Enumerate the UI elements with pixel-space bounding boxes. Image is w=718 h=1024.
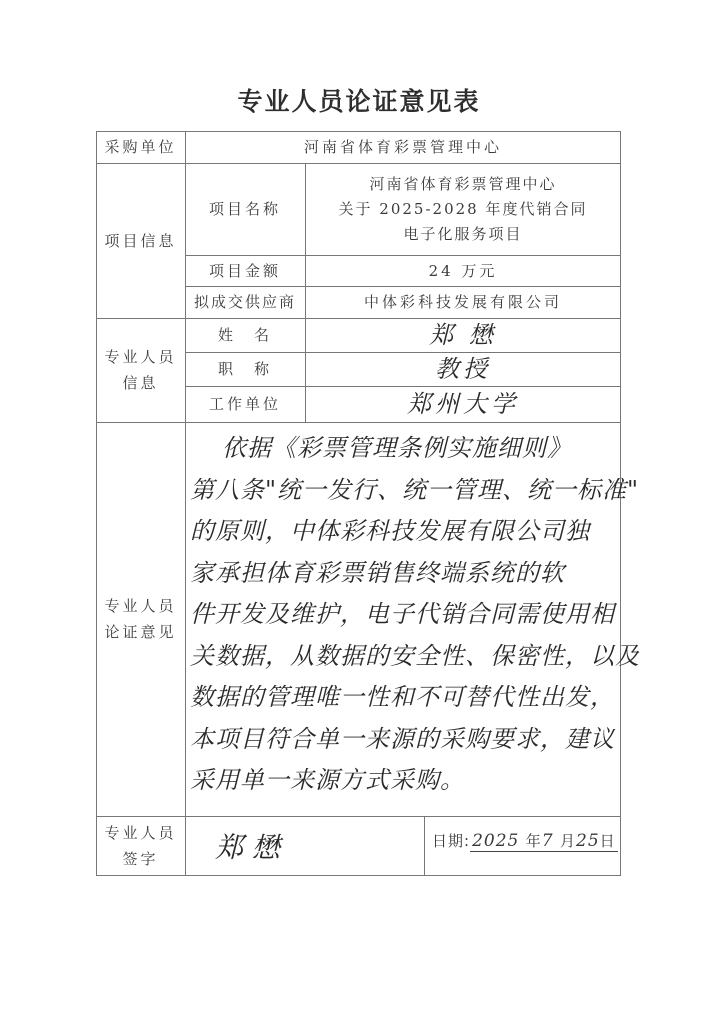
signature-handwritten: 郑 懋 <box>215 831 280 864</box>
project-amount-value: 24 万元 <box>428 261 498 280</box>
date-year-unit: 年 <box>525 832 542 850</box>
date-month: 7 <box>541 831 554 851</box>
opinion-line: 采用单一来源方式采购。 <box>190 766 465 794</box>
project-name-line: 电子化服务项目 <box>403 224 523 243</box>
column-divider <box>424 816 425 876</box>
date-month-unit: 月 <box>559 832 576 850</box>
supplier-label: 拟成交供应商 <box>193 293 296 311</box>
expert-info-label-line: 专业人员 <box>104 348 177 366</box>
date-label: 日期: <box>432 832 471 850</box>
project-name-value <box>305 163 621 255</box>
opinion-handwritten-text <box>190 428 640 802</box>
signature-label-line: 签字 <box>122 850 159 868</box>
project-amount-label: 项目金额 <box>208 261 281 280</box>
opinion-line: 第八条"统一发行、统一管理、统一标准" <box>190 475 640 504</box>
opinion-label <box>96 422 185 816</box>
project-name-line: 关于 2025-2028 年度代销合同 <box>338 199 588 218</box>
opinion-line: 依据《彩票管理条例实施细则》 <box>222 434 572 462</box>
document-title: 专业人员论证意见表 <box>237 87 481 116</box>
signature-label-line: 专业人员 <box>104 824 177 842</box>
purchaser-label: 采购单位 <box>104 138 177 156</box>
opinion-line: 本项目符合单一来源的采购要求，建议 <box>190 724 615 753</box>
signature-date <box>432 830 618 851</box>
opinion-label-line: 专业人员 <box>104 597 177 615</box>
date-year: 2025 <box>472 831 520 851</box>
expert-title-label: 职 称 <box>217 360 272 378</box>
expert-info-label <box>96 318 185 422</box>
opinion-line: 件开发及维护，电子代销合同需使用相 <box>190 600 615 628</box>
expert-name-label: 姓 名 <box>217 326 272 344</box>
opinion-line: 家承担体育彩票销售终端系统的软 <box>190 558 565 587</box>
opinion-line: 关数据，从数据的安全性、保密性，以及 <box>190 641 640 670</box>
expert-employer-label: 工作单位 <box>208 395 281 413</box>
signature-label <box>96 816 185 876</box>
date-day: 25 <box>576 831 600 851</box>
opinion-line: 的原则，中体彩科技发展有限公司独 <box>190 517 590 545</box>
expert-info-label-line: 信息 <box>122 374 159 392</box>
purchaser-value: 河南省体育彩票管理中心 <box>303 138 502 156</box>
expert-name-handwritten: 郑 懋 <box>429 321 497 349</box>
project-name-line: 河南省体育彩票管理中心 <box>369 174 557 193</box>
project-name-label: 项目名称 <box>208 200 281 218</box>
opinion-label-line: 论证意见 <box>104 623 177 641</box>
supplier-value: 中体彩科技发展有限公司 <box>363 293 562 311</box>
opinion-line: 数据的管理唯一性和不可替代性出发， <box>190 683 615 711</box>
date-day-unit: 日 <box>599 832 616 850</box>
expert-title-handwritten: 教授 <box>435 355 491 383</box>
project-info-label: 项目信息 <box>104 231 177 250</box>
expert-employer-handwritten: 郑州大学 <box>407 390 519 418</box>
